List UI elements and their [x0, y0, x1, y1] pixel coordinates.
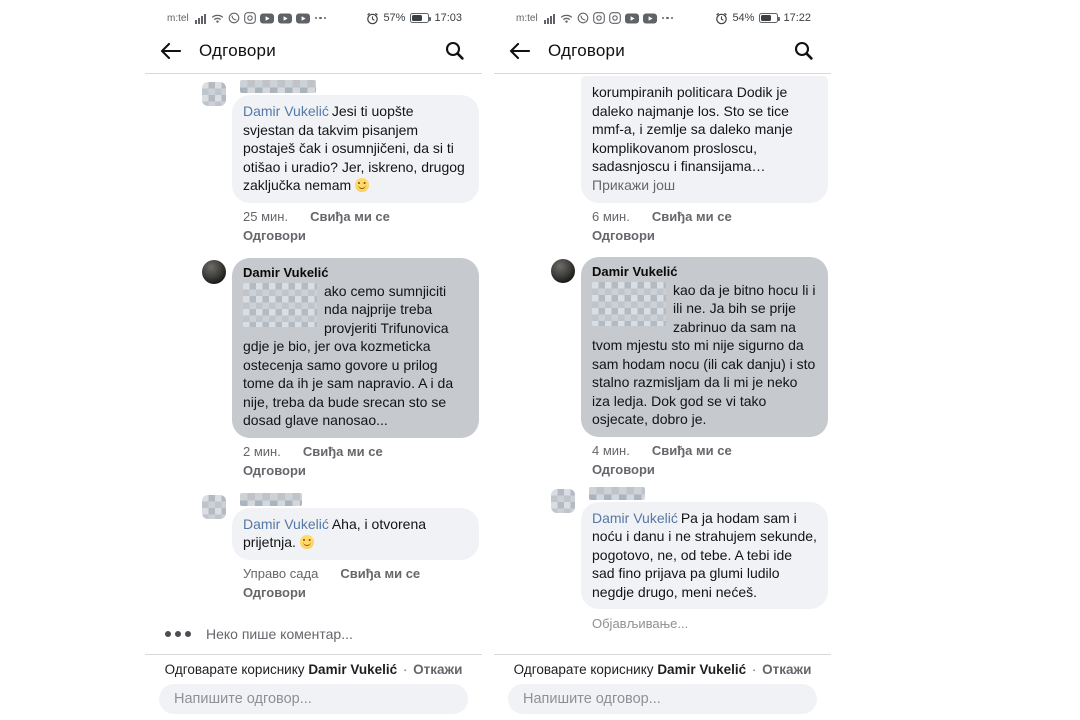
comment-time: 4 мин. [592, 442, 630, 458]
back-arrow-icon[interactable] [159, 38, 185, 64]
comment-bubble [581, 76, 828, 203]
comment-text: korumpiranih politicara Dodik je daleko najmanje los. Sto se tice mmf-a, i zemlje sa daleko manje komplikovanom prosloscu, sadasnjoscu i finansijama… [592, 84, 793, 174]
carrier-label: m:tel [516, 12, 538, 24]
author-name-blurred [589, 487, 645, 500]
clock-time: 17:03 [434, 12, 462, 24]
comment-bubble [581, 502, 828, 610]
comment-text: Jesi ti uopšte svjestan da takvim pisanjem postaješ čak i osumnjičeni, da si ti otišao i uradio? Jer, iskreno, drugog zaključka nemam [243, 103, 465, 193]
mention-link[interactable]: Damir Vukelić [243, 515, 329, 532]
youtube-icon [296, 13, 310, 24]
like-button[interactable]: Свиђа ми се [340, 565, 421, 581]
reply-button[interactable]: Одговори [592, 227, 655, 243]
wifi-icon [560, 13, 573, 23]
comment-bubble-highlighted [581, 257, 828, 437]
search-icon[interactable] [791, 39, 815, 63]
reply-button[interactable]: Одговори [243, 227, 306, 243]
carrier-label: m:tel [167, 12, 189, 24]
comment-bubble-highlighted [232, 258, 479, 438]
alarm-icon [715, 12, 728, 25]
author-name[interactable]: Damir Vukelić [243, 264, 329, 280]
cancel-reply-button[interactable]: Откажи [762, 662, 812, 677]
reply-input[interactable] [159, 684, 468, 714]
header [145, 28, 482, 73]
author-name-blurred [240, 493, 302, 506]
comment-text: ako cemo sumnjiciti nda najprije treba provjeriti Trifunovica gdje je bio, jer ova kozmeticka ostecenja samo govore u prilog tome da ih je sam napravio. A i da nije, treba da bude srecan sto se dosad glave nanosao... [243, 282, 454, 428]
alarm-icon [366, 12, 379, 25]
viber-icon [577, 12, 589, 24]
replying-to-name: Damir Vukelić [308, 662, 398, 677]
instagram-icon [244, 12, 256, 24]
comment-text: Aha, i otvorena prijetnja. [243, 515, 427, 550]
reply-button[interactable]: Одговори [243, 462, 306, 478]
typing-text: Неко пише коментар... [206, 625, 353, 642]
battery-percent: 54% [732, 12, 755, 24]
replying-to-label [494, 661, 831, 678]
more-icon [315, 17, 327, 20]
left-phone-screen [145, 0, 482, 720]
viber-icon [228, 12, 240, 24]
mention-link[interactable]: Damir Vukelić [592, 509, 678, 526]
blurred-text-region [243, 283, 317, 327]
label-separator: · [751, 662, 757, 677]
replies-thread [494, 74, 831, 654]
replying-to-prefix: Одговарате кориснику [164, 662, 305, 677]
mention-link[interactable]: Damir Vukelić [243, 103, 329, 119]
right-phone-screen [494, 0, 831, 720]
comment-time: 6 мин. [592, 208, 630, 224]
replies-thread [145, 74, 482, 654]
author-name[interactable]: Damir Vukelić [592, 263, 678, 279]
signal-icon [544, 13, 556, 24]
comment [145, 80, 482, 245]
cancel-reply-button[interactable]: Откажи [413, 662, 463, 677]
comment-time: Управо сада [243, 565, 319, 581]
smiley-emoji [355, 178, 369, 192]
battery-icon [759, 13, 778, 23]
youtube-icon [643, 13, 657, 24]
instagram-icon [593, 12, 605, 24]
comment-bubble [232, 95, 479, 203]
avatar-blurred[interactable] [202, 82, 226, 106]
comment [494, 487, 831, 634]
battery-percent: 57% [383, 12, 406, 24]
like-button[interactable]: Свиђа ми се [310, 208, 390, 224]
youtube-icon [625, 13, 639, 24]
comment-bubble [232, 508, 479, 560]
avatar[interactable] [551, 259, 575, 283]
typing-indicator [165, 626, 482, 642]
comment-text: Pa ja hodam sam i noću i danu i ne strahujem sekunde, pogotovo, ne, od tebe. A tebi ide sad fino prijava pa glumi ludilo negdje drugo, meni nećeš. [592, 509, 817, 600]
smiley-emoji [300, 535, 314, 549]
avatar-spacer [551, 76, 575, 245]
blurred-text-region [592, 282, 666, 326]
comment-time: 25 мин. [243, 208, 289, 224]
posting-status: Објављивање... [592, 616, 689, 631]
comment [145, 258, 482, 480]
comment [494, 257, 831, 479]
clock-time: 17:22 [783, 12, 811, 24]
reply-button[interactable]: Одговори [243, 584, 306, 600]
wifi-icon [211, 13, 224, 23]
page-title: Одговори [199, 40, 276, 60]
avatar-blurred[interactable] [551, 489, 575, 513]
instagram-icon [609, 12, 621, 24]
search-icon[interactable] [442, 39, 466, 63]
reply-button[interactable]: Одговори [592, 461, 655, 477]
label-separator: · [402, 662, 408, 677]
status-bar [494, 0, 831, 28]
youtube-icon [260, 13, 274, 24]
like-button[interactable]: Свиђа ми се [302, 443, 383, 459]
like-button[interactable]: Свиђа ми се [651, 208, 732, 224]
reply-composer [494, 655, 831, 720]
signal-icon [195, 13, 207, 24]
replying-to-label [145, 661, 482, 678]
back-arrow-icon[interactable] [508, 38, 534, 64]
reply-input[interactable] [508, 684, 817, 714]
comment [145, 493, 482, 602]
youtube-icon [278, 13, 292, 24]
author-name-blurred [240, 80, 316, 93]
battery-icon [410, 13, 429, 23]
comment-text: kao da je bitno hocu li i ili ne. Ja bih se prije zabrinuo da sam na tvom mjestu sto mi nije sigurno da sam hodam nocu (ili cak danju) i sto stalno razmisljam da li mi je neko iza ledja. Dok god se vi tako osjecate, dobro je. [592, 281, 816, 427]
replying-to-prefix: Одговарате кориснику [513, 662, 654, 677]
like-button[interactable]: Свиђа ми се [651, 442, 732, 458]
comment [494, 76, 831, 245]
show-more-link[interactable]: Прикажи још [592, 176, 676, 193]
replying-to-name: Damir Vukelić [657, 662, 747, 677]
more-icon [662, 17, 674, 20]
avatar-blurred[interactable] [202, 495, 226, 519]
reply-composer [145, 655, 482, 720]
status-bar [145, 0, 482, 28]
typing-dots-icon [165, 631, 191, 637]
header [494, 28, 831, 73]
comment-time: 2 мин. [243, 443, 281, 459]
page-title: Одговори [548, 40, 625, 60]
avatar[interactable] [202, 260, 226, 284]
